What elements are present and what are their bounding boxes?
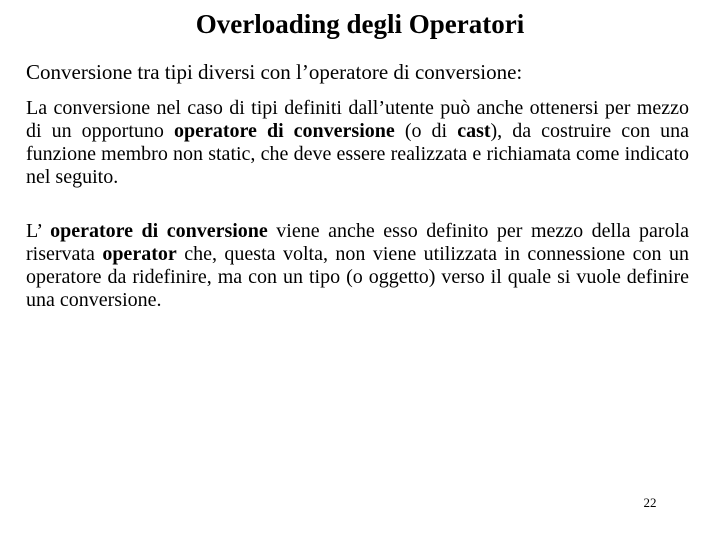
bold-term-conversion-operator: operatore di conversione bbox=[50, 220, 268, 242]
paragraph-text: La conversione nel caso di tipi definiti dall’utente può anche ottenersi per mezzo di un opportuno bbox=[26, 97, 689, 142]
page-number: 22 bbox=[643, 495, 657, 510]
slide-title: Overloading degli Operatori bbox=[195, 9, 525, 39]
bold-term-operator-keyword: operator bbox=[102, 243, 177, 265]
bold-term-conversion-operator: operatore di conversione bbox=[173, 120, 395, 142]
paragraph-text: che, questa volta, non viene utilizzata in connessione con un operatore da ridefinire, ma con un tipo (o oggetto) verso il quale si vuole definire una conversione. bbox=[26, 243, 689, 311]
bold-term-cast: cast bbox=[457, 120, 491, 142]
paragraph-text: ), da costruire con una funzione membro non static, che deve essere realizzata e richiamata come indicato nel seguito. bbox=[26, 120, 690, 188]
slide-subtitle: Conversione tra tipi diversi con l’operatore di conversione: bbox=[26, 60, 523, 84]
paragraph-text: L’ bbox=[26, 220, 51, 242]
paragraph-text: (o di bbox=[394, 120, 458, 142]
paragraph-operator-keyword bbox=[26, 220, 689, 312]
paragraph-text: viene anche esso definito per mezzo della parola riservata bbox=[26, 220, 690, 265]
paragraph-conversion-intro bbox=[26, 97, 689, 189]
